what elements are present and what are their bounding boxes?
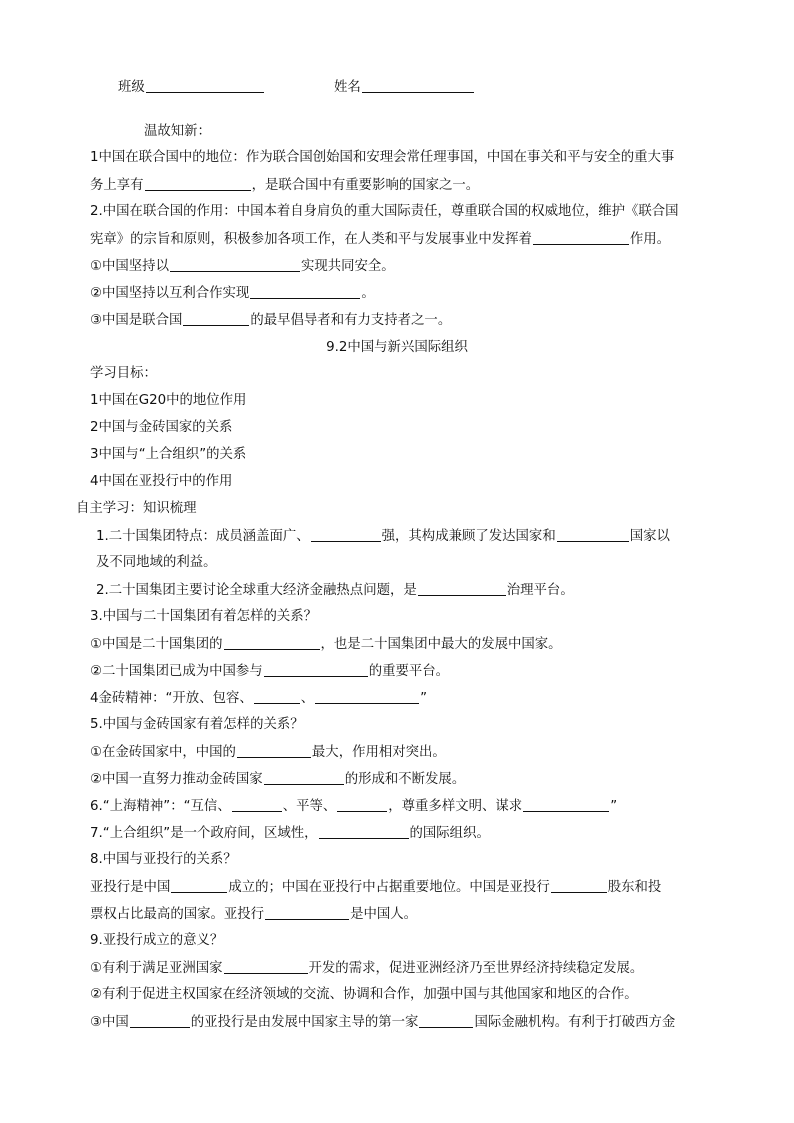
answer-blank[interactable] xyxy=(171,878,227,893)
class-label: 班级 xyxy=(118,80,145,95)
study-p4: 4金砖精神：“开放、包容、 、 ” xyxy=(90,691,428,706)
answer-blank[interactable] xyxy=(232,797,282,812)
class-blank[interactable] xyxy=(146,78,264,93)
answer-blank[interactable] xyxy=(130,1013,190,1028)
answer-blank[interactable] xyxy=(418,581,506,596)
answer-blank[interactable] xyxy=(523,797,609,812)
review-c1: ①中国坚持以 实现共同安全。 xyxy=(90,259,395,274)
name-blank[interactable] xyxy=(362,78,474,93)
study-p7: 7.“上合组织”是一个政府间，区域性， 的国际组织。 xyxy=(90,826,490,841)
review-q1-line1: 1中国在联合国中的地位：作为联合国创始国和安理会常任理事国，中国在事关和平与安全的重大事 xyxy=(90,150,675,165)
study-p8: 8.中国与亚投行的关系？ xyxy=(90,852,237,867)
answer-blank[interactable] xyxy=(183,311,249,326)
answer-blank[interactable] xyxy=(337,797,387,812)
answer-blank[interactable] xyxy=(254,689,300,704)
study-p8-line1: 亚投行是中国 成立的；中国在亚投行中占据重要地位。中国是亚投行 股东和投 xyxy=(90,880,662,895)
goal-item: 2中国与金砖国家的关系 xyxy=(90,420,233,435)
study-p1-line2: 及不同地域的利益。 xyxy=(96,555,217,570)
study-p1-line1: 1.二十国集团特点：成员涵盖面广、 强，其构成兼顾了发达国家和 国家以 xyxy=(96,529,670,544)
answer-blank[interactable] xyxy=(264,770,344,785)
study-p5: 5.中国与金砖国家有着怎样的关系？ xyxy=(90,717,304,732)
study-p9: 9.亚投行成立的意义？ xyxy=(90,933,224,948)
review-q2-line2: 宪章》的宗旨和原则，积极参加各项工作，在人类和平与发展事业中发挥着 作用。 xyxy=(90,232,671,247)
study-p2: 2.二十国集团主要讨论全球重大经济金融热点问题，是 治理平台。 xyxy=(96,583,574,598)
study-p5-1: ①在金砖国家中，中国的 最大，作用相对突出。 xyxy=(90,745,446,760)
answer-blank[interactable] xyxy=(265,905,349,920)
review-q2-line1: 2.中国在联合国的作用：中国本着自身肩负的重大国际责任，尊重联合国的权威地位，维护《联合国 xyxy=(90,204,679,219)
review-c2: ②中国坚持以互利合作实现 。 xyxy=(90,286,375,301)
study-p5-2: ②中国一直努力推动金砖国家 的形成和不断发展。 xyxy=(90,772,466,787)
study-p3-1: ①中国是二十国集团的 ，也是二十国集团中最大的发展中国家。 xyxy=(90,637,562,652)
section-title: 9.2中国与新兴国际组织 xyxy=(326,340,468,355)
class-field-row xyxy=(118,78,265,97)
answer-blank[interactable] xyxy=(551,878,607,893)
answer-blank[interactable] xyxy=(170,257,300,272)
answer-blank[interactable] xyxy=(224,635,320,650)
study-p9-3: ③中国 的亚投行是由发展中国家主导的第一家 国际金融机构。有利于打破西方金 xyxy=(90,1015,676,1030)
name-label: 姓名 xyxy=(334,80,361,95)
goals-heading: 学习目标： xyxy=(90,366,157,381)
answer-blank[interactable] xyxy=(224,959,308,974)
goal-item: 3中国与“上合组织”的关系 xyxy=(90,447,247,462)
answer-blank[interactable] xyxy=(264,662,368,677)
answer-blank[interactable] xyxy=(557,527,629,542)
name-field-row xyxy=(334,78,475,97)
answer-blank[interactable] xyxy=(419,1013,473,1028)
goal-item: 1中国在G20中的地位作用 xyxy=(90,393,247,408)
study-p3: 3.中国与二十国集团有着怎样的关系？ xyxy=(90,609,318,624)
study-p9-2: ②有利于促进主权国家在经济领域的交流、协调和合作，加强中国与其他国家和地区的合作。 xyxy=(90,987,638,1002)
review-heading: 温故知新： xyxy=(144,124,211,139)
study-p9-1: ①有利于满足亚洲国家 开发的需求，促进亚洲经济乃至世界经济持续稳定发展。 xyxy=(90,961,644,976)
review-q1-line2: 务上享有 ，是联合国中有重要影响的国家之一。 xyxy=(90,178,480,193)
study-p8-line2: 票权占比最高的国家。亚投行 是中国人。 xyxy=(90,907,418,922)
answer-blank[interactable] xyxy=(145,176,251,191)
answer-blank[interactable] xyxy=(237,743,311,758)
answer-blank[interactable] xyxy=(311,527,381,542)
study-p3-2: ②二十国集团已成为中国参与 的重要平台。 xyxy=(90,664,450,679)
answer-blank[interactable] xyxy=(315,689,419,704)
study-p6: 6.“上海精神”：“互信、 、平等、 ，尊重多样文明、谋求 ” xyxy=(90,799,618,814)
study-heading: 自主学习：知识梳理 xyxy=(76,501,197,516)
answer-blank[interactable] xyxy=(250,284,360,299)
answer-blank[interactable] xyxy=(533,230,629,245)
answer-blank[interactable] xyxy=(319,824,409,839)
goal-item: 4中国在亚投行中的作用 xyxy=(90,474,233,489)
review-c3: ③中国是联合国 的最早倡导者和有力支持者之一。 xyxy=(90,313,452,328)
